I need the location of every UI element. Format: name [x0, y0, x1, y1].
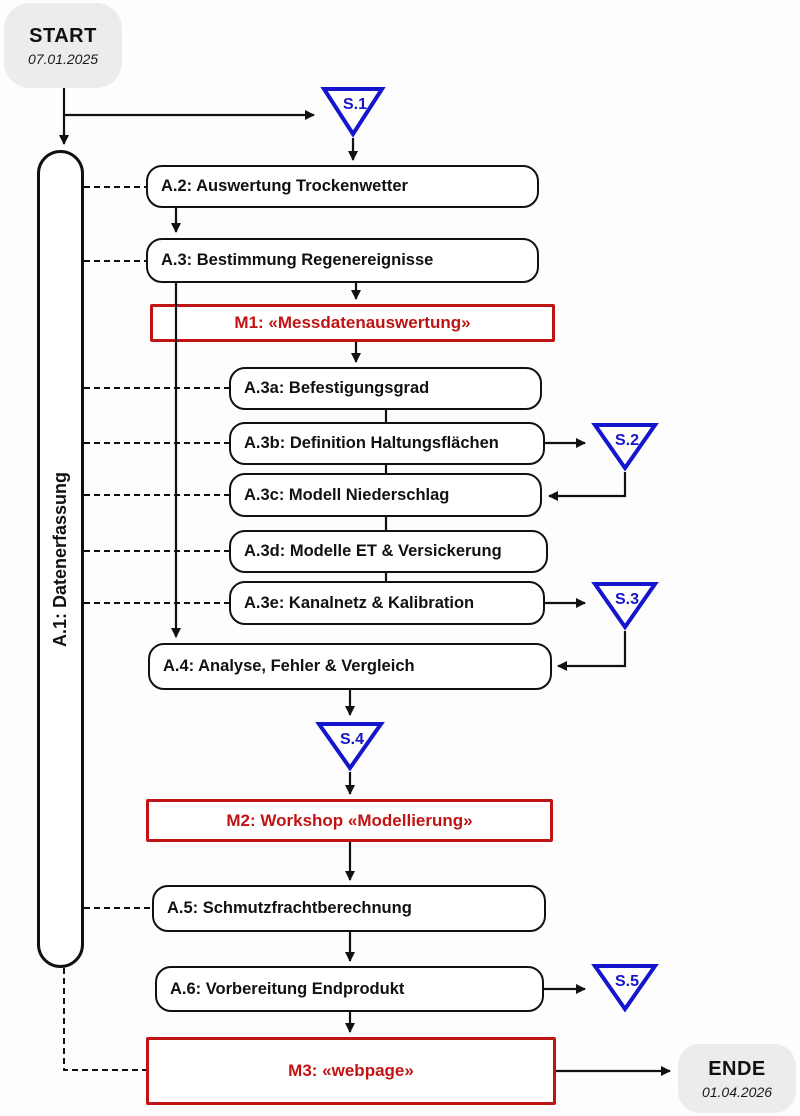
lane-a1-datenerfassung	[37, 150, 84, 968]
activity-a3d-label: A.3d: Modelle ET & Versickerung	[244, 542, 502, 560]
jump-s1-label: S.1	[342, 96, 368, 113]
activity-a6-label: A.6: Vorbereitung Endprodukt	[170, 979, 405, 998]
jump-connector-s1-triangle-icon	[320, 84, 386, 138]
activity-a3-label: A.3: Bestimmung Regenereignisse	[161, 251, 434, 269]
end-terminal	[678, 1044, 796, 1113]
activity-a6	[155, 966, 544, 1012]
milestone-m2-label: M2: Workshop «Modellierung»	[226, 810, 473, 830]
milestone-m1-label: M1: «Messdatenauswertung»	[234, 313, 471, 332]
jump-s5-label: S.5	[614, 973, 640, 990]
arrow-s2-to-a3c	[549, 472, 625, 496]
activity-a3b-label: A.3b: Definition Haltungsflächen	[244, 434, 499, 452]
lane-a1-label: A.1: Datenerfassung	[50, 471, 71, 647]
activity-a2-label: A.2: Auswertung Trockenwetter	[161, 177, 408, 195]
milestone-m2	[146, 799, 553, 842]
activity-a4-label: A.4: Analyse, Fehler & Vergleich	[163, 657, 415, 675]
milestone-m3-label: M3: «webpage»	[288, 1061, 414, 1080]
activity-a3e	[229, 581, 545, 625]
jump-s3-label: S.3	[614, 591, 640, 608]
start-terminal	[4, 3, 122, 88]
arrow-s3-to-a4	[558, 631, 625, 666]
jump-connector-s5-triangle-icon	[591, 961, 659, 1013]
start-date: 07.01.2025	[27, 50, 99, 67]
activity-a3a	[229, 367, 542, 410]
activity-a3e-label: A.3e: Kanalnetz & Kalibration	[244, 593, 475, 612]
activity-a5	[152, 885, 546, 932]
jump-connector-s2-triangle-icon	[591, 420, 659, 472]
jump-s2-label: S.2	[614, 432, 640, 449]
activity-a3	[146, 238, 539, 283]
activity-a2	[146, 165, 539, 208]
start-label: START	[29, 24, 97, 47]
milestone-m3	[146, 1037, 556, 1105]
jump-connector-s3-triangle-icon	[591, 579, 659, 631]
activity-a3c	[229, 473, 542, 517]
activity-a3b	[229, 422, 545, 465]
activity-a4	[148, 643, 552, 690]
end-date: 01.04.2026	[701, 1083, 773, 1100]
jump-connector-s4-triangle-icon	[315, 720, 385, 772]
jump-s4-label: S.4	[339, 731, 365, 748]
activity-a3d	[229, 530, 548, 573]
milestone-m1	[150, 304, 555, 342]
activity-a5-label: A.5: Schmutzfrachtberechnung	[167, 899, 412, 917]
end-label: ENDE	[708, 1057, 766, 1080]
activity-a3c-label: A.3c: Modell Niederschlag	[244, 485, 450, 504]
activity-a3a-label: A.3a: Befestigungsgrad	[244, 379, 430, 397]
dashed-a1-m3	[64, 968, 146, 1070]
